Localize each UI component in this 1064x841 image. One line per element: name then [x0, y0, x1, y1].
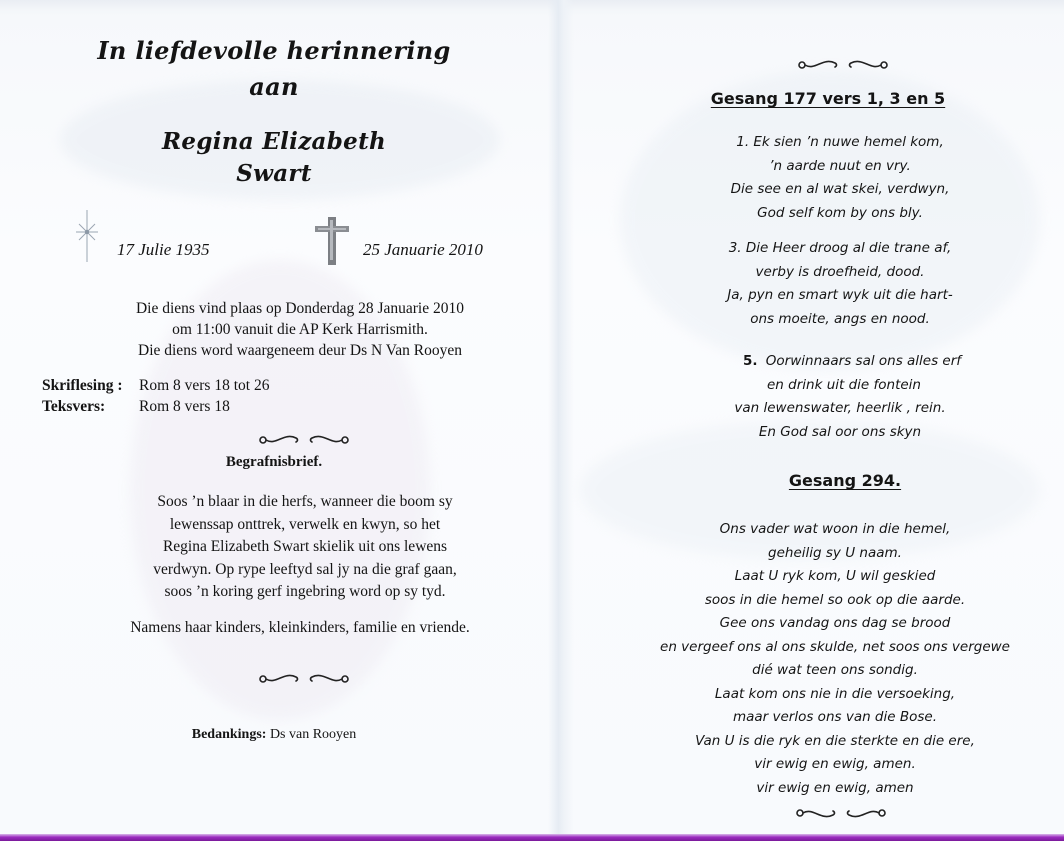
heading-line-2: aan — [249, 72, 299, 101]
thanks-label: Bedankings: — [191, 727, 267, 742]
verse-text: Oorwinnaars sal ons alles erf — [765, 353, 962, 369]
prayer-line: Laat kom ons nie in die versoeking, — [714, 685, 956, 702]
letter-line: lewenssap onttrek, verwelk en kwyn, so het — [169, 515, 441, 533]
death-date: 25 Januarie 2010 — [363, 240, 483, 259]
family-signoff: Namens haar kinders, kleinkinders, familie en vriende. — [130, 619, 470, 636]
service-line: Die diens vind plaas op Donderdag 28 Januarie 2010 — [135, 300, 464, 317]
prayer-line: maar verlos ons van die Bose. — [732, 709, 938, 725]
prayer-line: Ons vader wat woon in die hemel, — [719, 521, 951, 537]
verse-line: en drink uit die fontein — [767, 376, 921, 393]
service-line: om 11:00 vanuit die AP Kerk Harrismith. — [172, 321, 428, 338]
reading-label: Teksvers: — [42, 398, 106, 415]
flourish-ornament-icon — [793, 805, 889, 823]
letter-line: verdwyn. Op rype leeftyd sal jy na die graf gaan, — [153, 560, 457, 578]
hymn-294-title: Gesang 294. — [788, 471, 902, 490]
hymn-177-title: Gesang 177 vers 1, 3 en 5 — [710, 89, 946, 108]
verse-line: ’n aarde nuut en vry. — [769, 157, 911, 174]
verse-line — [640, 350, 1040, 374]
flourish-ornament-icon — [256, 669, 352, 687]
verse-line: 3. Die Heer droog al die trane af, — [728, 240, 952, 256]
reading-label: Skriflesing : — [42, 377, 123, 394]
hymn-verse-5 — [640, 350, 1040, 444]
reading-value: Rom 8 vers 18 tot 26 — [139, 377, 270, 394]
letter-line: Regina Elizabeth Swart skielik uit ons lewens — [162, 538, 448, 555]
verse-line: van lewenswater, heerlik , rein. — [734, 400, 946, 416]
prayer-line: vir ewig en ewig, amen — [756, 779, 914, 796]
lords-prayer — [600, 518, 1064, 800]
service-details — [70, 298, 530, 361]
hymn-verse-3 — [640, 237, 1040, 331]
prayer-line: vir ewig en ewig, amen. — [754, 756, 916, 772]
funeral-letter-body — [90, 491, 520, 604]
prayer-line: Laat U ryk kom, U wil geskied — [734, 568, 936, 584]
scripture-readings — [42, 375, 269, 417]
verse-line: 1. Ek sien ’n nuwe hemel kom, — [736, 134, 944, 150]
reading-row — [42, 375, 269, 396]
prayer-line: soos in die hemel so ook op die aarde. — [704, 591, 966, 608]
prayer-line: Van U is die ryk en die sterkte en die ere, — [695, 732, 975, 749]
reading-row — [42, 396, 269, 417]
verse-line: God self kom by ons bly. — [757, 204, 923, 221]
prayer-line: geheilig sy U naam. — [768, 544, 902, 561]
star-icon — [74, 210, 100, 262]
flourish-ornament-icon — [256, 430, 352, 448]
funeral-letter-title: Begrafnisbrief. — [225, 454, 323, 470]
service-line: Die diens word waargeneem deur Ds N Van Rooyen — [138, 342, 462, 359]
verse-line: Ja, pyn en smart wyk uit die hart- — [727, 287, 953, 303]
letter-line: Soos ’n blaar in die herfs, wanneer die boom sy — [157, 493, 453, 510]
flourish-ornament-icon — [795, 55, 891, 73]
verse-line: Die see en al wat skei, verdwyn, — [730, 181, 950, 197]
prayer-line: Gee ons vandag ons dag se brood — [719, 615, 951, 631]
bottom-border — [0, 834, 1064, 841]
birth-date: 17 Julie 1935 — [117, 240, 210, 259]
acknowledgements — [0, 727, 548, 743]
deceased-name-line-2: Swart — [236, 160, 312, 187]
prayer-line: en vergeef ons al ons skulde, net soos ons vergewe — [660, 638, 1010, 655]
thanks-value: Ds van Rooyen — [269, 727, 357, 742]
reading-value: Rom 8 vers 18 — [139, 398, 230, 415]
verse-line: En God sal oor ons skyn — [758, 423, 922, 440]
deceased-name-line-1: Regina Elizabeth — [161, 128, 387, 155]
page-fold — [548, 0, 574, 835]
verse-number: 5. — [742, 353, 758, 369]
verse-line: ons moeite, angs en nood. — [750, 310, 930, 327]
cross-icon — [315, 217, 349, 265]
hymn-verse-1 — [640, 131, 1040, 225]
verse-line: verby is droefheid, dood. — [755, 263, 925, 280]
letter-line: soos ’n koring gerf ingebring word op sy tyd. — [164, 583, 446, 600]
prayer-line: dié wat teen ons sondig. — [752, 662, 918, 678]
heading-line-1: In liefdevolle herinnering — [97, 36, 451, 65]
